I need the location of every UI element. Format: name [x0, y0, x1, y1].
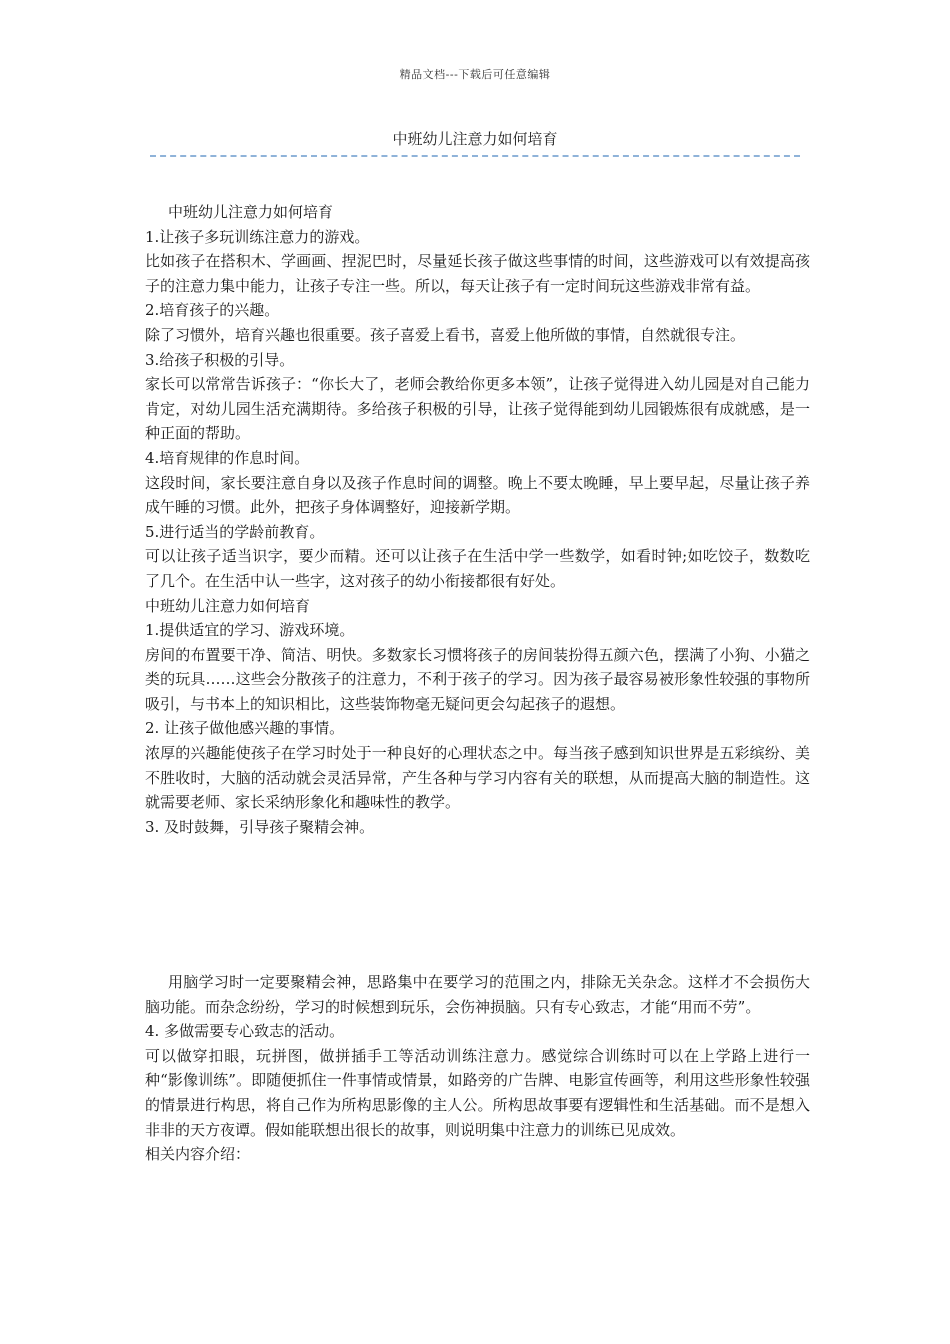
item-heading: 2.培育孩子的兴趣。: [145, 301, 280, 320]
document-body-part-1: [145, 200, 810, 839]
document-title: 中班幼儿注意力如何培育: [392, 130, 558, 148]
paragraph: 浓厚的兴趣能使孩子在学习时处于一种良好的心理状态之中。每当孩子感到知识世界是五彩缤纷、美不胜收时，大脑的活动就会灵活异常，产生各种与学习内容有关的联想，从而提高大脑的制造性。这就需要老师、家长采纳形象化和趣味性的教学。: [145, 744, 810, 812]
paragraph: 家长可以常常告诉孩子：“你长大了，老师会教给你更多本领”，让孩子觉得进入幼儿园是对自己能力肯定，对幼儿园生活充满期待。多给孩子积极的引导，让孩子觉得能到幼儿园锻炼很有成就感，是一种正面的帮助。: [145, 375, 810, 443]
item-heading: 5.进行适当的学龄前教育。: [145, 522, 325, 541]
item-heading: 2. 让孩子做他感兴趣的事情。: [145, 719, 345, 738]
section-heading: 中班幼儿注意力如何培育: [168, 203, 334, 221]
paragraph: 可以让孩子适当识字，要少而精。还可以让孩子在生活中学一些数学，如看时钟;如吃饺子，数数吃了几个。在生活中认一些字，这对孩子的幼小衔接都很有好处。: [145, 547, 810, 590]
title-dashed-rule: [150, 150, 800, 162]
document-body-part-2: [145, 970, 810, 1167]
header-note: 精品文档---下载后可任意编辑: [399, 68, 551, 81]
item-heading: 3. 及时鼓舞，引导孩子聚精会神。: [145, 817, 375, 836]
item-heading: 4. 多做需要专心致志的活动。: [145, 1022, 345, 1041]
item-heading: 1.提供适宜的学习、游戏环境。: [145, 621, 355, 640]
related-content-label: 相关内容介绍：: [145, 1145, 251, 1164]
item-heading: 3.给孩子积极的引导。: [145, 350, 295, 369]
paragraph: 房间的布置要干净、简洁、明快。多数家长习惯将孩子的房间装扮得五颜六色，摆满了小狗、小猫之类的玩具……这些会分散孩子的注意力，不利于孩子的学习。因为孩子最容易被形象性较强的事物所吸引，与书本上的知识相比，这些装饰物毫无疑问更会勾起孩子的遐想。: [145, 645, 810, 713]
section-heading: 中班幼儿注意力如何培育: [145, 596, 311, 615]
paragraph: 这段时间，家长要注意自身以及孩子作息时间的调整。晚上不要太晚睡，早上要早起，尽量让孩子养成午睡的习惯。此外，把孩子身体调整好，迎接新学期。: [145, 473, 810, 517]
paragraph: 比如孩子在搭积木、学画画、捏泥巴时，尽量延长孩子做这些事情的时间，这些游戏可以有效提高孩子的注意力集中能力，让孩子专注一些。所以，每天让孩子有一定时间玩这些游戏非常有益。: [145, 252, 810, 295]
item-heading: 1.让孩子多玩训练注意力的游戏。: [145, 227, 370, 246]
item-heading: 4.培育规律的作息时间。: [145, 448, 310, 467]
paragraph: 用脑学习时一定要聚精会神，思路集中在要学习的范围之内，排除无关杂念。这样才不会损伤大脑功能。而杂念纷纷，学习的时候想到玩乐，会伤神损脑。只有专心致志，才能“用而不劳”。: [145, 973, 810, 1016]
paragraph: 可以做穿扣眼，玩拼图，做拼插手工等活动训练注意力。感觉综合训练时可以在上学路上进行一种“影像训练”。即随便抓住一件事情或情景，如路旁的广告牌、电影宣传画等，利用这些形象性较强的情景进行构思，将自己作为所构思影像的主人公。所构思故事要有逻辑性和生活基础。而不是想入非非的天方夜谭。假如能联想出很长的故事，则说明集中注意力的训练已见成效。: [145, 1046, 810, 1139]
paragraph: 除了习惯外，培育兴趣也很重要。孩子喜爱上看书，喜爱上他所做的事情，自然就很专注。: [145, 325, 746, 344]
